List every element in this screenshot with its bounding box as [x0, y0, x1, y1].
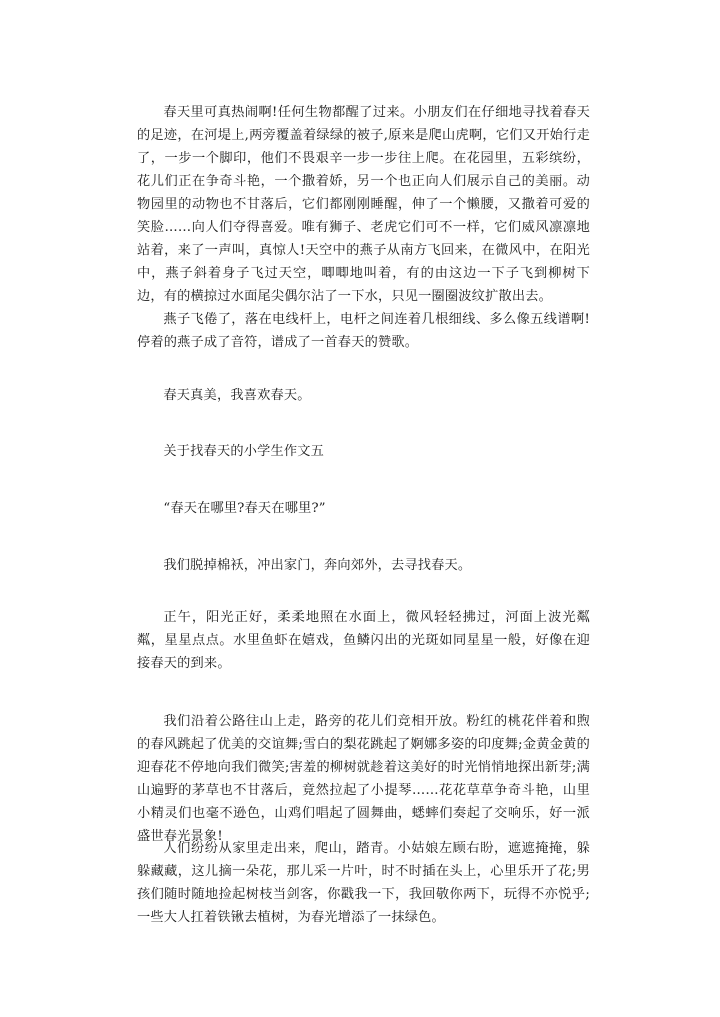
paragraph-flowers-mountain: 我们沿着公路往山上走，路旁的花儿们竞相开放。粉红的桃花伴着和煦的春风跳起了优美的交谊舞;雪白的梨花跳起了婀娜多姿的印度舞;金黄金黄的迎春花不停地向我们微笑;害羞的柳树就趁着这美好的时光悄悄地探出新芽;满山遍野的茅草也不甘落后，竟然拉起了小提琴……花花草草争奇斗艳，山里小精灵们也毫不逊色，山鸡们唱起了圆舞曲，蟋蟀们奏起了交响乐，好一派盛世春光景象!	[137, 714, 590, 844]
paragraph-noon-river: 正午，阳光正好，柔柔地照在水面上，微风轻轻拂过，河面上波光粼粼，星星点点。水里鱼虾在嬉戏，鱼鳞闪出的光斑如同星星一般，好像在迎接春天的到来。	[137, 610, 590, 671]
paragraph-swallows-tired: 燕子飞倦了，落在电线杆上，电杆之间连着几根细线、多么像五线谱啊!停着的燕子成了音符，谱成了一首春天的赞歌。	[137, 312, 590, 350]
paragraph-spring-lively: 春天里可真热闹啊!任何生物都醒了过来。小朋友们在仔细地寻找着春天的足迹，在河堤上,两旁覆盖着绿绿的被子,原来是爬山虎啊，它们又开始行走了，一步一个脚印，他们不畏艰辛一步一步往上爬。在花园里，五彩缤纷，花儿们正在争奇斗艳，一个撒着娇，另一个也正向人们展示自己的美丽。动物园里的动物也不甘落后，它们都刚刚睡醒，伸了一个懒腰，又撒着可爱的笑脸……向人们夺得喜爱。唯有狮子、老虎它们可不一样，它们威风凛凛地站着，来了一声叫，真惊人!天空中的燕子从南方飞回来，在微风中，在阳光中，燕子斜着身子飞过天空，唧唧地叫着，有的由这边一下子飞到柳树下边，有的横掠过水面尾尖偶尔沾了一下水，只见一圈圈波纹扩散出去。	[137, 105, 590, 304]
paragraph-where-is-spring: “春天在哪里?春天在哪里?”	[163, 501, 326, 516]
paragraph-go-find-spring: 我们脱掉棉袄，冲出家门，奔向郊外，去寻找春天。	[163, 558, 472, 573]
paragraph-spring-beautiful: 春天真美，我喜欢春天。	[163, 388, 311, 403]
essay-title: 关于找春天的小学生作文五	[163, 444, 325, 459]
paragraph-people-outing: 人们纷纷从家里走出来，爬山，踏青。小姑娘左顾右盼，遮遮掩掩，躲躲藏藏，这儿摘一朵花，那儿采一片叶，时不时插在头上，心里乐开了花;男孩们随时随地捡起树枝当剑客，你戳我一下，我回敬你两下，玩得不亦悦乎;一些大人扛着铁锹去植树，为春光增添了一抹绿色。	[137, 841, 590, 925]
